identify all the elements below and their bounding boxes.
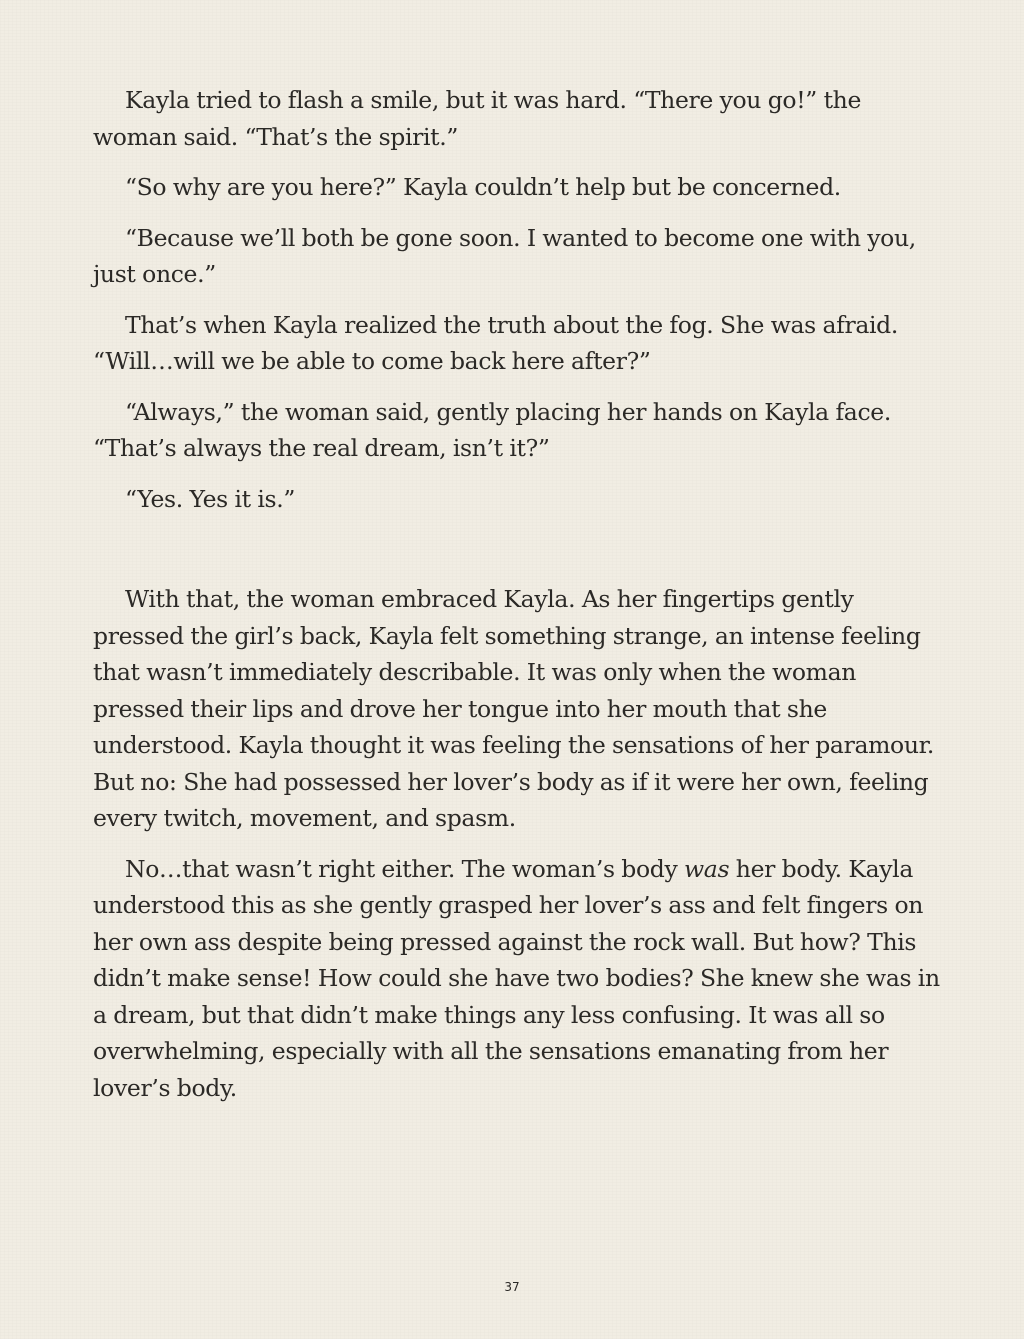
paragraph: “Yes. Yes it is.” — [125, 484, 295, 513]
paragraph: “So why are you here?” Kayla couldn’t help but be concerned. — [125, 173, 841, 201]
body-text — [93, 82, 941, 1120]
text-span: her body. Kayla understood this as she gently grasped her lover’s ass and felt fingers on her own ass despite being pressed against the rock wall. But how? This didn’t make sense! How could she have two bodies? She knew she was in a dream, but that didn’t make things any less confusing. It was all so overwhelming, especially with all the sensations emanating from her lover’s body. — [93, 854, 940, 1102]
paragraph-with-emphasis — [93, 851, 941, 1107]
page-number: 37 — [504, 1280, 520, 1294]
emphasis-word: was — [684, 854, 730, 883]
paragraph: “Always,” the woman said, gently placing her hands on Kayla face. “That’s always the real dream, isn’t it?” — [93, 397, 891, 462]
paragraph: That’s when Kayla realized the truth about the fog. She was afraid. “Will…will we be able to come back here after?” — [93, 310, 898, 375]
paragraph: With that, the woman embraced Kayla. As her fingertips gently pressed the girl’s back, Kayla felt something strange, an intense feeling that wasn’t immediately describable. It was only when the woman pressed their lips and drove her tongue into her mouth that she understood. Kayla thought it was feeling the sensations of her paramour. But no: She had possessed her lover’s body as if it were her own, feeling every twitch, movement, and spasm. — [93, 585, 935, 832]
paragraph: Kayla tried to flash a smile, but it was hard. “There you go!” the woman said. “That’s the spirit.” — [93, 86, 862, 151]
text-span: No…that wasn’t right either. The woman’s body — [125, 854, 685, 883]
section-break — [93, 531, 941, 581]
paragraph: “Because we’ll both be gone soon. I wanted to become one with you, just once.” — [93, 223, 916, 288]
